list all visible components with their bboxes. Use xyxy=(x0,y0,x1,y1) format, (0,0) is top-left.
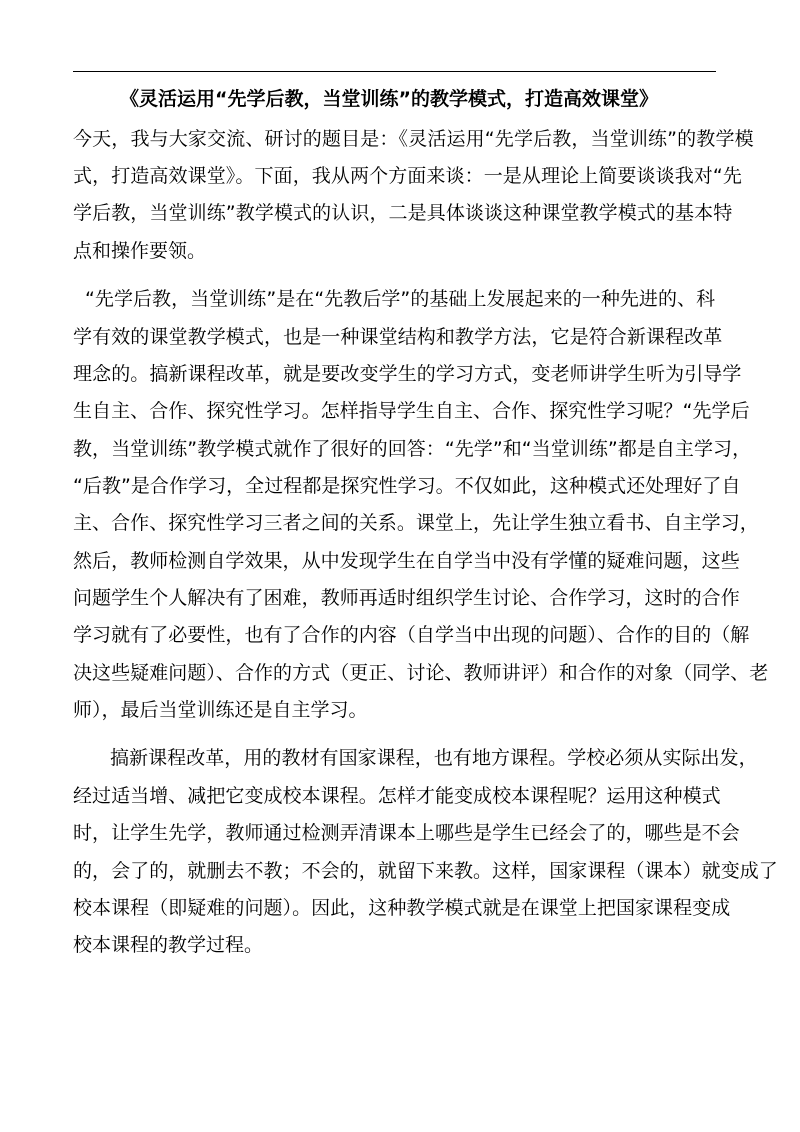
body-line: 点和操作要领。 xyxy=(73,240,207,262)
body-line: 主、合作、探究性学习三者之间的关系。课堂上，先让学生独立看书、自主学习， xyxy=(73,512,759,534)
body-line: 经过适当增、减把它变成校本课程。怎样才能变成校本课程呢？运用这种模式 xyxy=(73,785,721,807)
document-title: 《灵活运用“先学后教，当堂训练”的教学模式，打造高效课堂》 xyxy=(120,88,658,110)
body-line: 问题学生个人解决有了困难，教师再适时组织学生讨论、合作学习，这时的合作 xyxy=(73,587,740,609)
body-line: 今天，我与大家交流、研讨的题目是：《灵活运用“先学后教，当堂训练”的教学模 xyxy=(73,128,754,150)
body-line: 师），最后当堂训练还是自主学习。 xyxy=(73,699,368,721)
body-line: 生自主、合作、探究性学习。怎样指导学生自主、合作、探究性学习呢？“先学后 xyxy=(73,400,750,422)
body-line: 学后教，当堂训练”教学模式的认识，二是具体谈谈这种课堂教学模式的基本特 xyxy=(73,202,733,224)
body-line: 的，会了的，就删去不教；不会的，就留下来教。这样，国家课程（课本）就变成了 xyxy=(73,860,778,882)
body-line: “先学后教，当堂训练”是在“先教后学”的基础上发展起来的一种先进的、科 xyxy=(85,288,716,310)
body-line: 理念的。搞新课程改革，就是要改变学生的学习方式，变老师讲学生听为引导学 xyxy=(73,363,742,385)
body-line: 校本课程的教学过程。 xyxy=(73,934,264,956)
body-line: 教，当堂训练”教学模式就作了很好的回答：“先学”和“当堂训练”都是自主学习， xyxy=(73,438,752,460)
body-line: 决这些疑难问题）、合作的方式（更正、讨论、教师讲评）和合作的对象（同学、老 xyxy=(73,662,769,684)
header-rule xyxy=(73,71,716,72)
body-line: 搞新课程改革，用的教材有国家课程，也有地方课程。学校必须从实际出发， xyxy=(110,747,758,769)
body-line: 时，让学生先学，教师通过检测弄清课本上哪些是学生已经会了的，哪些是不会 xyxy=(73,822,740,844)
body-line: 然后，教师检测自学效果，从中发现学生在自学当中没有学懂的疑难问题，这些 xyxy=(73,550,740,572)
body-line: 校本课程（即疑难的问题）。因此，这种教学模式就是在课堂上把国家课程变成 xyxy=(73,897,731,919)
body-line: 式，打造高效课堂》。下面，我从两个方面来谈：一是从理论上简要谈谈我对“先 xyxy=(73,165,742,187)
body-line: 学有效的课堂教学模式，也是一种课堂结构和教学方法，它是符合新课程改革 xyxy=(73,326,723,348)
body-line: “后教”是合作学习，全过程都是探究性学习。不仅如此，这种模式还处理好了自 xyxy=(73,475,741,497)
body-line: 学习就有了必要性，也有了合作的内容（自学当中出现的问题）、合作的目的（解 xyxy=(73,624,750,646)
